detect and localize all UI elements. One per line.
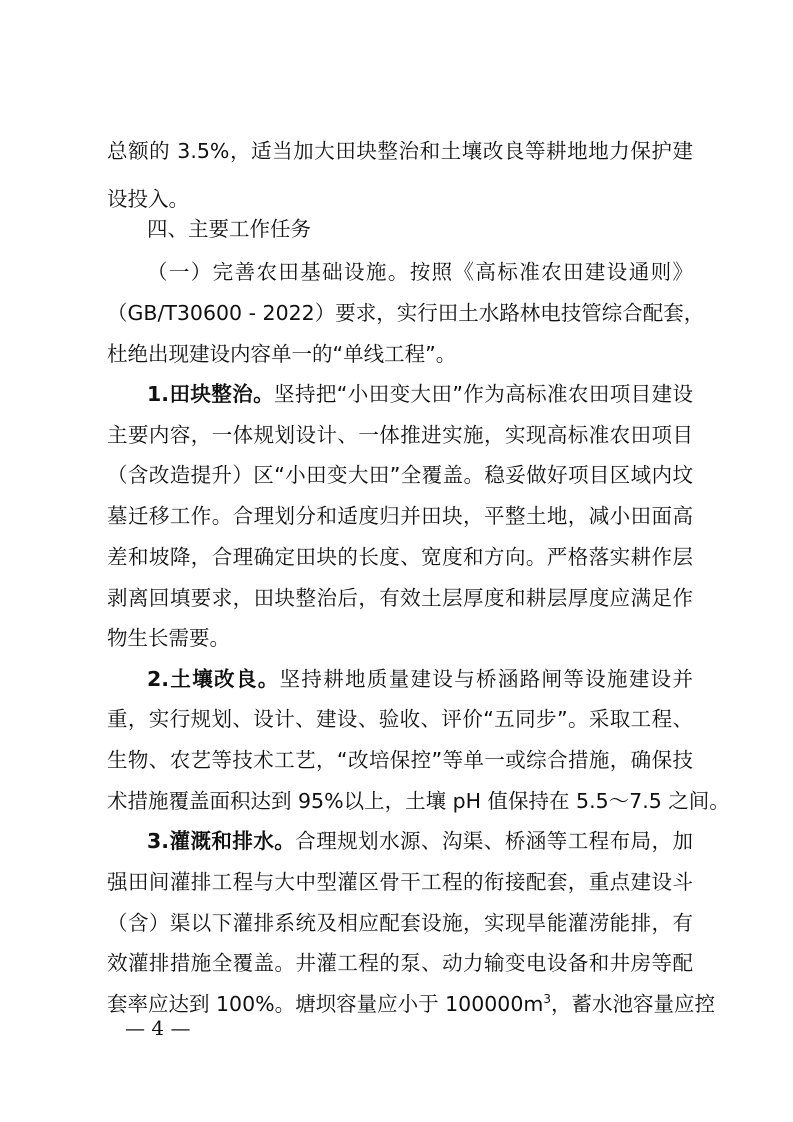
item-1-heading: 1.田块整治。 <box>147 382 275 406</box>
text-line <box>107 988 716 1020</box>
text-line: （含）渠以下灌排系统及相应配套设施，实现旱能灌涝能排，有 <box>107 911 693 935</box>
page-number: — 4 — <box>125 1016 191 1040</box>
text-line: （GB/T30600 - 2022）要求，实行田土水路林电技管综合配套， <box>107 301 705 325</box>
last-line-after: ，蓄水池容量应控 <box>551 992 716 1016</box>
text-line: 效灌排措施全覆盖。井灌工程的泵、动力输变电设备和井房等配 <box>107 951 693 975</box>
text-line: 主要内容，一体规划设计、一体推进实施，实现高标准农田项目 <box>107 423 693 447</box>
text-line: 杜绝出现建设内容单一的“单线工程”。 <box>107 342 457 366</box>
item-2-heading: 2.土壤改良。 <box>147 667 280 691</box>
text-line: 设投入。 <box>107 187 189 211</box>
text-line: 墓迁移工作。合理划分和适度归并田块，平整土地，减小田面高 <box>107 504 693 528</box>
text-line: 差和坡降，合理确定田块的长度、宽度和方向。严格落实耕作层 <box>107 545 693 569</box>
item-3-heading: 3.灌溉和排水。 <box>147 829 296 853</box>
text-line: 生物、农艺等技术工艺，“改培保控”等单一或综合措施，确保技 <box>107 748 693 772</box>
text-line: （含改造提升）区“小田变大田”全覆盖。稳妥做好项目区域内坟 <box>107 463 693 487</box>
item-3-text: 合理规划水源、沟渠、桥涵等工程布局，加 <box>295 829 693 853</box>
superscript: 3 <box>543 992 552 1007</box>
item-3-line <box>147 825 693 857</box>
item-1-text: 坚持把“小田变大田”作为高标准农田项目建设 <box>274 382 693 406</box>
text-line: 术措施覆盖面积达到 95%以上，土壤 pH 值保持在 5.5～7.5 之间。 <box>107 789 730 813</box>
item-2-text: 坚持耕地质量建设与桥涵路闸等设施建设并 <box>279 667 693 691</box>
last-line-before: 套率应达到 100%。塘坝容量应小于 100000m <box>107 992 544 1016</box>
item-1-line <box>147 378 693 410</box>
section-heading: 四、主要工作任务 <box>147 217 311 241</box>
item-2-line <box>147 663 693 695</box>
text-line: 物生长需要。 <box>107 626 230 650</box>
subsection-heading: （一）完善农田基础设施。按照《高标准农田建设通则》 <box>147 260 693 284</box>
text-line: 总额的 3.5%，适当加大田块整治和土壤改良等耕地地力保护建 <box>107 139 693 163</box>
text-line: 剥离回填要求，田块整治后，有效土层厚度和耕层厚度应满足作 <box>107 586 693 610</box>
text-line: 强田间灌排工程与大中型灌区骨干工程的衔接配套，重点建设斗 <box>107 870 693 894</box>
text-line: 重，实行规划、设计、建设、验收、评价“五同步”。采取工程、 <box>107 707 693 731</box>
